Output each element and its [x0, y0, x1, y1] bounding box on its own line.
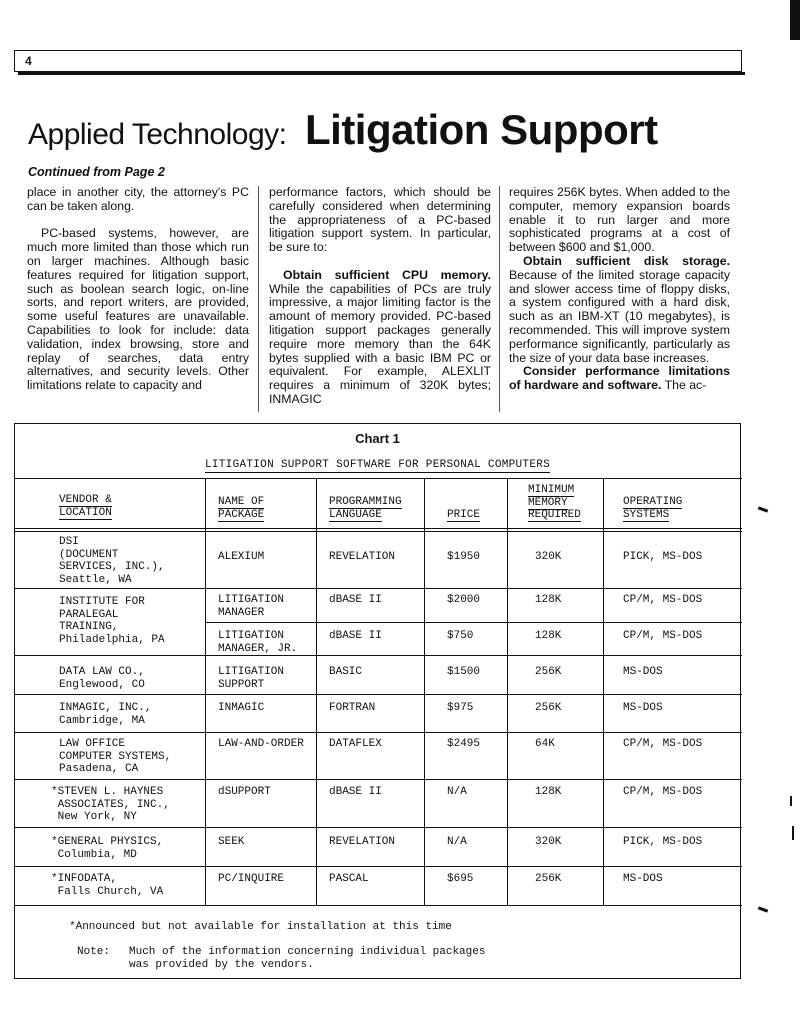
col-divider-5 [603, 478, 604, 905]
row2-vendor: INSTITUTE FOR PARALEGAL TRAINING, Philadelphia, PA [59, 596, 165, 646]
row6-memory: 64K [535, 738, 555, 750]
row-rule-5 [15, 779, 742, 780]
headline [28, 106, 768, 160]
row7-package: dSUPPORT [218, 786, 271, 798]
scan-smudge [758, 506, 768, 512]
row9-price: $695 [447, 873, 474, 885]
col3-paragraph-3-body: The ac- [664, 378, 707, 393]
row5-price: $975 [447, 702, 474, 714]
row3-memory: 128K [535, 630, 562, 642]
column-rule-2 [499, 186, 500, 412]
page-header-bar [14, 50, 742, 72]
table-bottom-rule [15, 905, 742, 906]
row4-price: $1500 [447, 666, 481, 678]
scan-smudge [790, 796, 792, 806]
chart-footnote: *Announced but not available for installation at this time [69, 921, 452, 933]
row9-package: PC/INQUIRE [218, 873, 285, 885]
row1-language: REVELATION [329, 551, 396, 563]
header-rule-2 [15, 531, 742, 532]
chart-title: Chart 1 [355, 431, 400, 446]
scan-smudge [758, 906, 768, 912]
row1-os: PICK, MS-DOS [623, 551, 703, 563]
scan-edge-mark [790, 0, 800, 40]
row5-vendor: INMAGIC, INC., Cambridge, MA [59, 702, 152, 727]
page-header-shadow [18, 72, 745, 75]
header-rule-1 [15, 528, 742, 529]
article-column-3 [509, 186, 730, 412]
row-rule-6 [15, 827, 742, 828]
row5-language: FORTRAN [329, 702, 376, 714]
row2-memory: 128K [535, 594, 562, 606]
row8-language: REVELATION [329, 836, 396, 848]
chart-1-table-box [14, 423, 741, 979]
row-rule-2a [205, 622, 742, 623]
col2-paragraph-2-body: While the capabilities of PCs are truly impressive, a major limiting factor is the amount of memory provided. PC-based litigation support packages generally require more memory than the 64K bytes supplied with a basic IBM PC or equivalent. For example, ALEXLIT requires a minimum of 320K bytes; INMAGIC [269, 281, 491, 406]
row4-package: LITIGATION SUPPORT [218, 666, 285, 691]
col2-subheading: Obtain sufficient CPU memory. [283, 267, 491, 282]
row7-memory: 128K [535, 786, 562, 798]
row8-package: SEEK [218, 836, 245, 848]
row-rule-1 [15, 588, 742, 589]
row4-language: BASIC [329, 666, 363, 678]
row1-memory: 320K [535, 551, 562, 563]
article-column-2 [269, 186, 491, 412]
col-divider-3 [424, 478, 425, 905]
article-column-1 [27, 186, 249, 412]
chart-note-label: Note: [77, 946, 111, 958]
row7-vendor: *STEVEN L. HAYNES ASSOCIATES, INC., New York, NY [51, 786, 170, 823]
row9-os: MS-DOS [623, 873, 663, 885]
row7-os: CP/M, MS-DOS [623, 786, 703, 798]
row2-os: CP/M, MS-DOS [623, 594, 703, 606]
row-rule-2 [15, 655, 742, 656]
continued-note: Continued from Page 2 [28, 165, 165, 179]
row9-memory: 256K [535, 873, 562, 885]
row1-price: $1950 [447, 551, 481, 563]
col3-paragraph-2-body: Because of the limited storage capacity and slower access time of floppy disks, a system configured with a hard disk, such as an IBM-XT (10 megabytes), is recommended. This will improve system performance significantly, particularly as the size of your data base increases. [509, 267, 730, 365]
row4-memory: 256K [535, 666, 562, 678]
headline-prefix: Applied Technology: [28, 118, 287, 151]
row3-os: CP/M, MS-DOS [623, 630, 703, 642]
col3-paragraph-2 [509, 255, 730, 365]
headline-main: Litigation Support [305, 106, 658, 153]
col-divider-2 [316, 478, 317, 905]
col2-paragraph-2 [269, 269, 491, 407]
chart-note-text: Much of the information concerning individual packages was provided by the vendors. [129, 946, 486, 971]
col-divider-1 [205, 478, 206, 905]
row8-price: N/A [447, 836, 467, 848]
row6-package: LAW-AND-ORDER [218, 738, 304, 750]
row7-language: dBASE II [329, 786, 382, 798]
row3-language: dBASE II [329, 630, 382, 642]
row2-price: $2000 [447, 594, 481, 606]
row5-os: MS-DOS [623, 702, 663, 714]
row9-language: PASCAL [329, 873, 369, 885]
row8-vendor: *GENERAL PHYSICS, Columbia, MD [51, 836, 164, 861]
header-price: PRICE [447, 509, 481, 521]
col3-subheading-2: Consider performance limitations of hardware and software. [509, 364, 730, 393]
header-memory: MINIMUM MEMORY REQUIRED [528, 484, 581, 521]
row8-memory: 320K [535, 836, 562, 848]
header-package: NAME OF PACKAGE [218, 496, 265, 521]
row1-vendor: DSI (DOCUMENT SERVICES, INC.), Seattle, WA [59, 536, 165, 586]
chart-subtitle: LITIGATION SUPPORT SOFTWARE FOR PERSONAL COMPUTERS [204, 459, 551, 471]
column-rule-1 [258, 186, 259, 412]
row3-price: $750 [447, 630, 474, 642]
table-top-rule [15, 478, 742, 479]
row5-package: INMAGIC [218, 702, 265, 714]
row9-vendor: *INFODATA, Falls Church, VA [51, 873, 164, 898]
row5-memory: 256K [535, 702, 562, 714]
col3-paragraph-1: requires 256K bytes. When added to the computer, memory expansion boards enable it to run larger and more sophisticated programs at a cost of between $600 and $1,000. [509, 186, 730, 255]
row7-price: N/A [447, 786, 467, 798]
scan-smudge [792, 826, 794, 840]
row2-language: dBASE II [329, 594, 382, 606]
row2-package: LITIGATION MANAGER [218, 594, 285, 619]
row3-package: LITIGATION MANAGER, JR. [218, 630, 298, 655]
col2-paragraph-1: performance factors, which should be carefully considered when determining the appropriateness of a PC-based litigation support system. In particular, be sure to: [269, 186, 491, 255]
row6-os: CP/M, MS-DOS [623, 738, 703, 750]
header-vendor: VENDOR & LOCATION [59, 494, 112, 519]
col1-paragraph-1: place in another city, the attorney's PC can be taken along. [27, 186, 249, 213]
row6-price: $2495 [447, 738, 481, 750]
row6-vendor: LAW OFFICE COMPUTER SYSTEMS, Pasadena, CA [59, 738, 172, 775]
col3-subheading-1: Obtain sufficient disk storage. [523, 253, 730, 268]
row-rule-3 [15, 694, 742, 695]
col-divider-4 [507, 478, 508, 905]
row-rule-7 [15, 866, 742, 867]
col1-paragraph-2: PC-based systems, however, are much more limited than those which run on larger machines. Although basic features required for litigation support, such as boolean search logic, on-line sorts, and report writers, are provided, some useful features are unavailable. Capabilities to look for include: data validation, index browsing, store and replay of searches, data entry alternatives, and security levels. Other limitations relate to capacity and [27, 226, 249, 393]
row4-os: MS-DOS [623, 666, 663, 678]
row4-vendor: DATA LAW CO., Englewood, CO [59, 666, 145, 691]
row6-language: DATAFLEX [329, 738, 382, 750]
page-number: 4 [25, 54, 32, 68]
row8-os: PICK, MS-DOS [623, 836, 703, 848]
header-os: OPERATING SYSTEMS [623, 496, 683, 521]
row1-package: ALEXIUM [218, 551, 265, 563]
col3-paragraph-3 [509, 365, 730, 393]
row-rule-4 [15, 732, 742, 733]
header-language: PROGRAMMING LANGUAGE [329, 496, 402, 521]
